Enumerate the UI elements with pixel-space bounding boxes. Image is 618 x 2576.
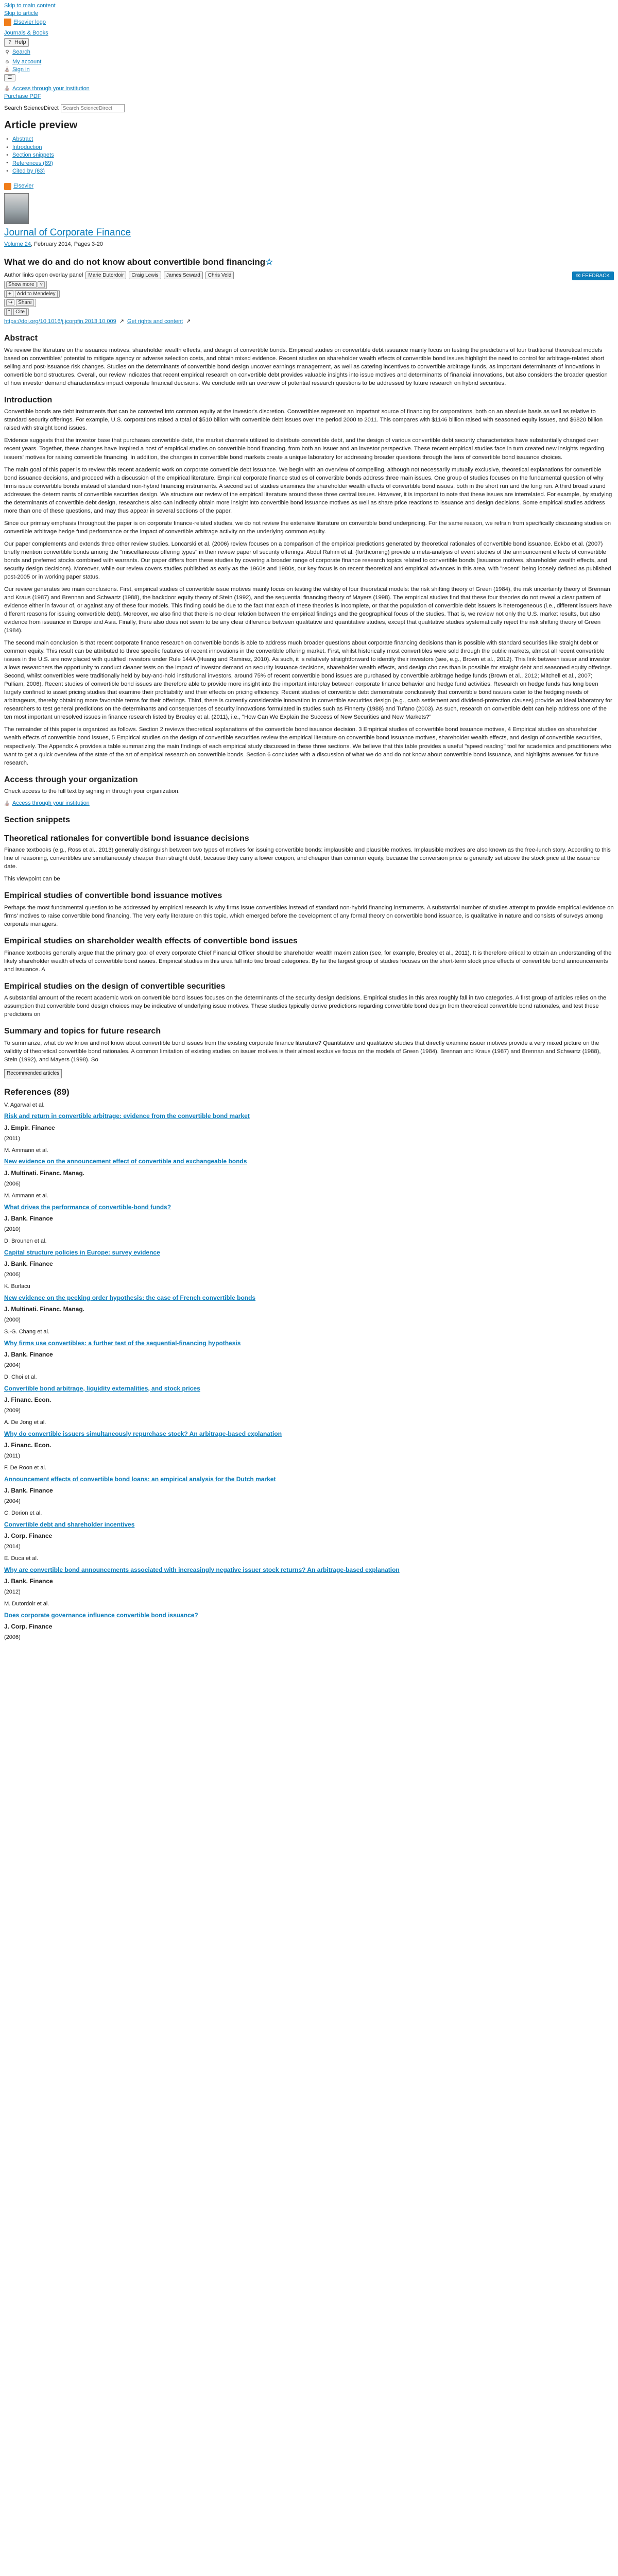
cite-button[interactable] <box>4 308 29 316</box>
institution-access-row[interactable] <box>4 85 614 93</box>
reference-title-link[interactable]: Convertible bond arbitrage, liquidity externalities, and stock prices <box>4 1384 200 1392</box>
journals-books-link[interactable]: Journals & Books <box>4 29 48 36</box>
reference-year: (2004) <box>4 1498 21 1505</box>
show-more-button[interactable] <box>4 281 47 289</box>
cite-label: Cite <box>13 309 27 315</box>
snippets-heading: Section snippets <box>4 816 71 825</box>
search-label: Search ScienceDirect <box>4 105 59 112</box>
elsevier-tree-icon <box>4 19 11 26</box>
quote-icon: “ <box>6 309 12 315</box>
account-links <box>4 58 614 82</box>
outline-item-introduction[interactable] <box>4 144 614 151</box>
snippet-title: Empirical studies of convertible bond issuance motives <box>4 891 222 901</box>
reference-title-link[interactable]: Risk and return in convertible arbitrage: evidence from the convertible bond market <box>4 1112 250 1120</box>
feedback-label: FEEDBACK <box>582 273 610 279</box>
reference-item <box>4 1238 614 1279</box>
reference-authors: C. Dorion et al. <box>4 1510 42 1517</box>
outline-item-snippets[interactable] <box>4 151 614 159</box>
my-account-row[interactable] <box>4 58 614 66</box>
search-link[interactable]: Search <box>12 49 30 56</box>
recommended-articles-button[interactable]: Recommended articles <box>4 1069 62 1078</box>
doi-link[interactable]: https://doi.org/10.1016/j.jcorpfin.2013.10.009 <box>4 318 116 325</box>
reference-year: (2006) <box>4 1271 21 1278</box>
reference-journal: J. Financ. Econ. <box>4 1396 52 1403</box>
outline-link-abstract[interactable]: Abstract <box>12 136 33 143</box>
intro-paragraph: Evidence suggests that the investor base that purchases convertible debt, the market channels utilized to distribute convertible debt, and the design of various convertible debt security characteristics have substantially changed over recent years. Together, these changes have inspired a host of empirical studies on convertible bond financing, from both an issuer and an investor perspective. These recent empirical studies face in turn created new insights regarding issuers' motives for raising convertible financing. In addition, the changes in convertible bond markets create a unique laboratory for addressing broader questions through the lens of convertible bond issuance choices. <box>4 437 605 461</box>
share-icon: ↪ <box>6 299 14 306</box>
snippet-text: To summarize, what do we know and not know about convertible bond issues from the existing corporate finance literature? Quantitative and qualitative studies that directly examine issuer motives provide a very mixed picture on the validity of theoretical convertible bond rationales. A common limitation of existing studies on issuer motives is their almost exclusive focus on the models of Green (1984), Brennan and Kraus (1987) and Brennan and Schwartz (1988), Stein (1992), and Mayers (1998). So <box>4 1040 601 1063</box>
introduction-heading: Introduction <box>4 395 53 404</box>
skip-main-link[interactable]: Skip to main content <box>4 3 56 9</box>
publisher-logo[interactable] <box>4 182 614 190</box>
skip-article-link[interactable]: Skip to article <box>4 10 39 16</box>
purchase-pdf-row[interactable] <box>4 93 614 100</box>
share-label: Share <box>16 299 34 306</box>
reference-authors: K. Burlacu <box>4 1283 30 1290</box>
show-more-label: Show more <box>6 281 37 288</box>
reference-year: (2009) <box>4 1408 21 1414</box>
reference-authors: S.-G. Chang et al. <box>4 1328 50 1335</box>
article-outline <box>4 135 614 175</box>
volume-link[interactable]: Volume 24 <box>4 241 31 247</box>
speech-bubble-icon: ✉ <box>576 273 581 279</box>
outline-item-abstract[interactable] <box>4 135 614 143</box>
reference-list <box>4 1101 614 1642</box>
reference-journal: J. Multinati. Financ. Manag. <box>4 1169 85 1177</box>
article-access-links <box>4 85 614 100</box>
sign-in-link[interactable]: Sign in <box>12 66 30 73</box>
snippet-text: Perhaps the most fundamental question to be addressed by empirical research is why firms issue convertibles instead of standard non-hybrid financing instruments. A substantial number of studies attempt to provide empirical evidence on firms' motives to raise convertible bond financing. The very early literature on this topic, which emerged before the development of any formal theory on convertible bond issuance, is qualitative in nature and consists of surveys among corporate managers. <box>4 904 614 928</box>
references-heading: References (89) <box>4 1087 70 1097</box>
bullet-icon: • <box>6 168 8 174</box>
intro-paragraph: Our review generates two main conclusions. First, empirical studies of convertible issue motives mainly focus on testing the validity of four theoretical models: the risk shifting theory of Green (1984), the risk uncertainty theory of Brennan and Kraus (1987) and Brennan and Schwartz (1988), the backdoor equity theory of Stein (1992), and the sequential financing theory of Mayers (1998). The empirical studies find that these four theories do not reveal a clear pattern of evidence either in favour of, or against any of these four models. This finding could be due to the fact that each of these theories is incomplete, or that the population of convertible debt issuers is heterogeneous (i.e., different issuers have different reasons for issuing convertible debt). Moreover, we also find that there is no clear relation between the empirical findings and the geographical focus of the studies. That is, we review not only the U.S. market results, but also evidence from issuance in Europe and Asia. Finally, there also does not seem to be any clear difference between qualitative and quantitative studies, except that qualitative studies systematically reject the risk shifting theory of Green (1984). <box>4 586 612 634</box>
outline-link-cited-by[interactable]: Cited by (63) <box>12 168 45 174</box>
star-icon[interactable]: ☆ <box>265 257 273 267</box>
skip-links <box>4 0 614 18</box>
reference-authors: F. De Roon et al. <box>4 1465 46 1471</box>
reference-authors: D. Choi et al. <box>4 1374 37 1380</box>
nav-item-search[interactable] <box>4 48 614 56</box>
journal-cover-image[interactable] <box>4 193 29 224</box>
reference-journal: J. Bank. Finance <box>4 1260 53 1267</box>
reference-item <box>4 1510 614 1551</box>
nav-item-journals[interactable] <box>4 29 614 37</box>
reference-title-link[interactable]: New evidence on the pecking order hypothesis: the case of French convertible bonds <box>4 1294 256 1301</box>
reference-title-link[interactable]: Announcement effects of convertible bond loans: an empirical analysis for the Dutch market <box>4 1475 276 1483</box>
outline-link-introduction[interactable]: Introduction <box>12 144 42 150</box>
user-icon: ☺ <box>4 59 10 65</box>
reference-title-link[interactable]: What drives the performance of convertible-bond funds? <box>4 1203 171 1211</box>
author-link[interactable]: James Seward <box>164 272 203 280</box>
reference-title-link[interactable]: New evidence on the announcement effect of convertible and exchangeable bonds <box>4 1158 247 1165</box>
reference-item <box>4 1555 614 1596</box>
reference-year: (2004) <box>4 1362 21 1369</box>
reference-year: (2006) <box>4 1180 21 1187</box>
reference-title-link[interactable]: Does corporate governance influence convertible bond issuance? <box>4 1612 198 1619</box>
bullet-icon: • <box>6 152 8 158</box>
help-button[interactable] <box>4 38 29 47</box>
add-to-mendeley-button[interactable] <box>4 290 60 298</box>
access-institution-link[interactable]: Access through your institution <box>12 800 90 807</box>
access-institution-row[interactable] <box>4 800 614 807</box>
volume-line <box>4 241 614 248</box>
reference-item <box>4 1283 614 1324</box>
reference-journal: J. Bank. Finance <box>4 1350 53 1358</box>
institution-icon: ⛪ <box>4 86 11 92</box>
reference-journal: J. Corp. Finance <box>4 1532 53 1540</box>
my-account-link[interactable]: My account <box>12 59 42 65</box>
elsevier-tree-icon <box>4 183 11 190</box>
rights-link[interactable]: Get rights and content <box>127 318 183 325</box>
intro-paragraph: Convertible bonds are debt instruments that can be converted into common equity at the investor's discretion. Convertibles represent an important source of financing for corporations, both on an absolute basis as well as relative to standard security offerings. For example, U.S. corporations raised a total of $510 billion with convertible debt issues over the period 2000 to 2011. This compares with $1146 billion raised with seasoned equity issues, and $6820 billion raised with straight bond issues. <box>4 409 603 432</box>
elsevier-logo-link[interactable]: Elsevier logo <box>13 19 46 25</box>
help-label: Help <box>14 39 26 46</box>
reference-item <box>4 1192 614 1233</box>
reference-item <box>4 1600 614 1641</box>
reference-journal: J. Financ. Econ. <box>4 1442 52 1449</box>
reference-title-link[interactable]: Convertible debt and shareholder incentives <box>4 1520 135 1528</box>
reference-journal: J. Corp. Finance <box>4 1623 53 1631</box>
external-link-icon: ↗ <box>119 318 124 325</box>
snippet-note: This viewpoint can be <box>4 876 60 883</box>
purchase-pdf-link[interactable]: Purchase PDF <box>4 93 41 99</box>
article-title <box>4 257 614 268</box>
reference-authors: E. Duca et al. <box>4 1555 39 1562</box>
abstract-text: We review the literature on the issuance motives, shareholder wealth effects, and design of convertible bonds. Empirical studies on convertible debt issuance mainly focus on testing the predictions of four traditional theoretical models based on convertibles' potential to mitigate agency or adverse selection costs, and obtain mixed evidence. Recent studies on shareholder wealth effects of convertible bond issues highlight the need to control for arbitrage-related short selling and post-issuance risk changes. Studies on the determinants of convertible bond design uncover earnings management, as well as catering incentives to convertible arbitrage funds, as important determinants of innovations in convertible bond structures. Overall, our review indicates that recent empirical research on convertible debt provides valuable insights into issue motives and determinants of financial innovations, but also considers the broader question of how investor demand characteristics impact corporate financial decisions. We conclude with an overview of potential research questions to be addressed by future research on hybrid securities. <box>4 347 608 386</box>
reference-year: (2012) <box>4 1589 21 1596</box>
menu-button[interactable] <box>4 74 15 81</box>
bullet-icon: • <box>6 160 8 166</box>
reference-journal: J. Multinati. Financ. Manag. <box>4 1305 85 1313</box>
reference-year: (2006) <box>4 1634 21 1641</box>
reference-year: (2010) <box>4 1226 21 1232</box>
outline-item-cited-by[interactable] <box>4 167 614 175</box>
bullet-icon: • <box>6 144 8 150</box>
reference-item <box>4 1374 614 1415</box>
snippet-text: Finance textbooks (e.g., Ross et al., 2013) generally distinguish between two types of motives for issuing convertible bonds: implausible and plausible motives. Implausible motives are also known as the free-lunch story. According to this line of reasoning, convertibles are simultaneously cheaper than straight debt, because they carry a lower coupon, and cheaper than common equity, because the conversion price is generally set above the stock price at the issuance date. <box>4 847 611 870</box>
search-input[interactable] <box>61 104 125 112</box>
reference-title-link[interactable]: Why are convertible bond announcements associated with increasingly negative issuer stock returns? An arbitrage-based explanation <box>4 1566 400 1574</box>
access-text: Check access to the full text by signing in through your organization. <box>4 788 180 795</box>
reference-title-link[interactable]: Capital structure policies in Europe: survey evidence <box>4 1248 160 1256</box>
outline-link-references[interactable]: References (89) <box>12 160 53 166</box>
reference-item <box>4 1101 614 1143</box>
feedback-button[interactable] <box>572 272 614 281</box>
help-icon: ? <box>8 40 11 46</box>
reference-item <box>4 1328 614 1369</box>
outline-link-snippets[interactable]: Section snippets <box>12 152 54 159</box>
article-preview-title: Article preview <box>4 120 78 131</box>
elsevier-logo[interactable] <box>4 19 614 26</box>
access-institution-link[interactable]: Access through your institution <box>12 85 90 92</box>
journal-block <box>4 182 614 248</box>
access-heading: Access through your organization <box>4 775 138 784</box>
issue-date: , February 2014, Pages 3-20 <box>30 241 104 247</box>
author-link[interactable]: Marie Dutordoir <box>85 272 126 280</box>
menu-row[interactable] <box>4 74 614 82</box>
external-link-icon: ↗ <box>186 318 191 325</box>
outline-item-references[interactable] <box>4 160 614 167</box>
journal-title-link[interactable]: Journal of Corporate Finance <box>4 227 131 239</box>
plus-icon: + <box>6 291 13 297</box>
nav-item-help[interactable] <box>4 38 614 47</box>
share-button[interactable] <box>4 299 36 307</box>
intro-paragraph: The second main conclusion is that recent corporate finance research on convertible bonds is able to address much broader questions about corporate financing decisions than is possible with standard securities like straight debt or common equity. This result can be attributed to three specific features of recent innovations in the convertible offering market. First, whilst historically most convertibles were sold through the public markets, almost all recent convertible issues in the U.S. are now placed with qualified investors under Rule 144A (Huang and Ramirez, 2010). As such, it is relatively straightforward to identify their investors (see, e.g., Brown et al., 2012). This link between issuer and investor allows researchers the opportunity to conduct cleaner tests on the impact of investor demand on security issuance decisions, shareholder wealth effects, and design choices than is possible for straight debt and seasoned equity offerings. Second, whilst convertibles were traditionally held by buy-and-hold institutional investors, around 75% of recent convertible bond issues are purchased by convertible arbitrage hedge funds (Brown et al., 2012; Mitchell et al., 2007; Pulliam, 2006). Recent studies of convertible bond issues are therefore able to provide more insight into the important interplay between corporate finance behavior and hedge fund activities. Research on hedge funds has long been largely confined to asset pricing studies that examine their profitability and their effects on pricing efficiency. Recent studies of convertible debt demonstrate conclusively that convertible bond issuers cater to the hedging needs of arbitrageurs, thereby obtaining more favorable terms for their offerings. Third, there is currently considerable innovation in convertible securities design (e.g., cash settlement and dividend-protection clauses) provide an ideal laboratory for researchers to test general predictions on the determinants and consequences of security innovations formulated in studies such as Finnerty (1988) and Tufano (2003). As such, research on convertible debt can help address one of the ten most important unresolved issues in finance research listed by Brealey et al. (2011), i.e., "How Can We Explain the Success of New Securities and New Markets?" <box>4 640 612 721</box>
authors-row <box>4 272 614 280</box>
reference-authors: M. Ammann et al. <box>4 1192 48 1199</box>
intro-paragraph: Our paper complements and extends three other review studies. Loncarski et al. (2006) review focuses on a comparison of the empirical predictions generated by theoretical rationales of convertible bond issuance. Eckbo et al. (2007) briefly mention convertible bonds among the "miscellaneous offering types" in their review paper of security offerings. Abdul Rahim et al. (forthcoming) provide a meta-analysis of event studies of the announcement effects of convertible bonds and preferred stocks combined with warrants. Our paper differs from these studies by covering a broader range of corporate finance research topics related to convertible bonds (issuance motives, shareholder wealth effects, and security design decisions). Moreover, while our review covers studies published as early as the 1960s and 1980s, our key focus is on recent theoretical and empirical advances in this area, with "recent" being loosely defined as published post-2005 or in working paper status. <box>4 540 611 580</box>
reference-journal: J. Empir. Finance <box>4 1124 55 1131</box>
bullet-icon: • <box>6 137 8 143</box>
reference-authors: A. De Jong et al. <box>4 1419 46 1426</box>
reference-title-link[interactable]: Why firms use convertibles: a further test of the sequential-financing hypothesis <box>4 1339 241 1347</box>
doi-row <box>4 318 614 326</box>
author-link[interactable]: Chris Veld <box>205 272 234 280</box>
reference-authors: M. Ammann et al. <box>4 1147 48 1154</box>
snippet-text: A substantial amount of the recent academic work on convertible bond issues focuses on the determinants of the security design decisions. Empirical studies in this area roughly fall in two categories. A first group of articles relies on the assumption that convertible bond design choices may be indicative of underlying issue motives. These studies typically derive predictions regarding convertible bond design from theoretical convertible bond rationales, and test these predictions on <box>4 995 607 1018</box>
reference-journal: J. Bank. Finance <box>4 1214 53 1222</box>
snippet-title: Summary and topics for future research <box>4 1027 161 1036</box>
reference-year: (2014) <box>4 1544 21 1550</box>
sign-in-row[interactable] <box>4 66 614 74</box>
reference-year: (2011) <box>4 1453 20 1460</box>
reference-journal: J. Bank. Finance <box>4 1487 53 1495</box>
intro-paragraph: The main goal of this paper is to review this recent academic work on corporate convertible debt issuance. We begin with an overview of compelling, although not necessarily mutually exclusive, theoretical explanations for convertible bond issuance decisions, and proceed with a discussion of the empirical literature. Empirical corporate finance studies of convertible bonds address three main issues. One group of studies focuses on the fundamental question of why firms issue convertible bonds instead of standard non-hybrid financing instruments. A second set of studies examines the shareholder wealth effects of convertible bond issues, both in the short run and the long run. A third broad strand addresses the determinants of convertible securities design. We structure our review of the empirical literature around these three central issues. However, it is important to note that these issues are interrelated. For example, by studying the determinants of convertible debt design, researchers also can indirectly obtain more insight into convertible bond issuance motives as well as share price reactions to issuance and design decisions. Some empirical studies address more than one of these questions, and may thus appear in several sections of the paper. <box>4 466 612 514</box>
author-link[interactable]: Craig Lewis <box>129 272 161 280</box>
reference-authors: D. Brounen et al. <box>4 1238 47 1244</box>
article-actions <box>4 281 614 316</box>
institution-icon: ⛪ <box>4 800 11 806</box>
header-nav <box>4 29 614 57</box>
institution-icon: ⛪ <box>4 66 11 73</box>
article-title-text: What we do and do not know about convertible bond financing <box>4 257 266 267</box>
reference-authors: V. Agarwal et al. <box>4 1101 45 1108</box>
reference-title-link[interactable]: Why do convertible issuers simultaneously repurchase stock? An arbitrage-based explanation <box>4 1430 282 1437</box>
snippet-title: Empirical studies on shareholder wealth effects of convertible bond issues <box>4 937 298 946</box>
reference-item <box>4 1419 614 1460</box>
reference-item <box>4 1464 614 1505</box>
chevron-down-icon: ˅ <box>38 281 45 288</box>
abstract-heading: Abstract <box>4 334 38 343</box>
snippet-title: Theoretical rationales for convertible bond issuance decisions <box>4 834 249 843</box>
snippet-title: Empirical studies on the design of convertible securities <box>4 981 226 991</box>
mendeley-label: Add to Mendeley <box>15 291 58 297</box>
reference-year: (2011) <box>4 1135 20 1142</box>
reference-item <box>4 1147 614 1188</box>
search-bar <box>4 104 614 112</box>
intro-paragraph: Since our primary emphasis throughout the paper is on corporate finance-related studies, we do not review the extensive literature on convertible bond underpricing. For the same reason, we refrain from specifically discussing studies on convertible arbitrage hedge fund performance or the impact of convertible arbitrage activity on the underlying common equity. <box>4 520 611 535</box>
reference-journal: J. Bank. Finance <box>4 1578 53 1585</box>
publisher-link[interactable]: Elsevier <box>13 183 34 190</box>
menu-icon: ☰ <box>7 75 12 80</box>
authors-label: Author links open overlay panel <box>4 272 83 278</box>
reference-authors: M. Dutordoir et al. <box>4 1601 49 1607</box>
search-icon: ⚲ <box>5 49 9 55</box>
intro-paragraph: The remainder of this paper is organized as follows. Section 2 reviews theoretical explanations of the convertible bond issuance decision. 3 Empirical studies of convertible bond issuance motives, 4 Empirical studies on shareholder wealth effects of convertible bond issues, 5 Empirical studies on the design of convertible securities review the empirical literature on convertible bond issuance motives, shareholder wealth effects, and design of convertible securities, respectively. The Appendix A provides a table summarizing the main findings of each empirical study discussed in these three sections. We believe that this table provides a useful "speed reading" tool for academics and practitioners who want to get a quick overview of the state of the art of empirical research on convertible bonds. Section 6 concludes with a discussion of what we do and do not know about convertible bond issuance, and highlights avenues for future research. <box>4 726 612 766</box>
reference-year: (2000) <box>4 1317 21 1324</box>
snippet-text: Finance textbooks generally argue that the primary goal of every corporate Chief Financial Officer should be shareholder wealth maximization (see, for example, Brealey et al., 2011). It is therefore critical to obtain an understanding of the likely shareholder wealth effects of convertible bond issues. Empirical studies in this area fall into two broad categories. By far the largest group of studies focuses on the short-term stock price effects of convertible bond announcements and issuance. A <box>4 950 612 973</box>
